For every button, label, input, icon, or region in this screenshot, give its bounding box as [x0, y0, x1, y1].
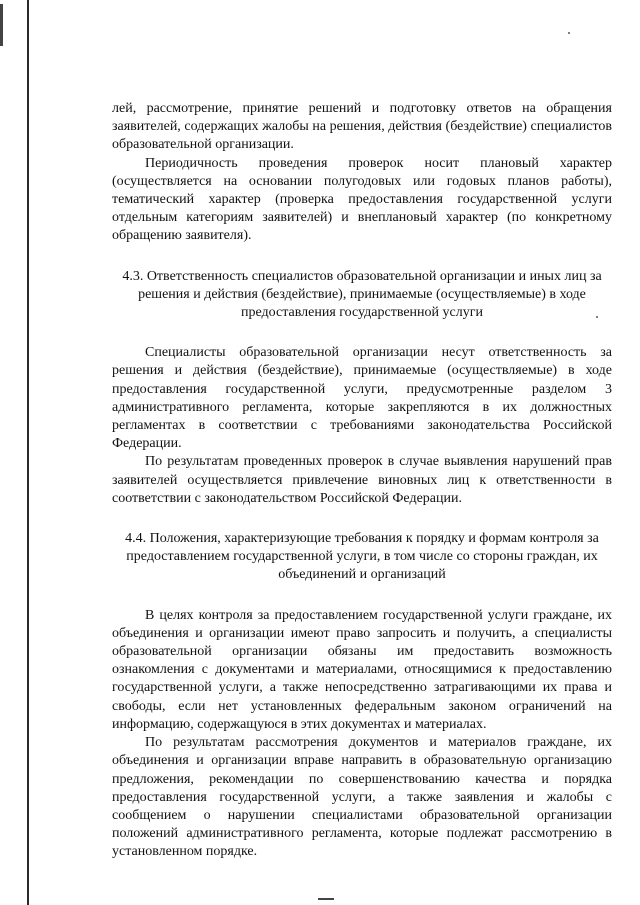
section-heading-4-3: 4.3. Ответственность специалистов образовательной организации и иных лиц за решения и действия (бездействие), принимаемые (осуществляемые) в ходе предоставления государственной услуги — [122, 268, 602, 321]
paragraph-specialists-responsibility: Специалисты образовательной организации несут ответственность за решения и действия (бездействие), принимаемые (осуществляемые) в ходе предоставления государственной услуги, предусмотренные разделом 3 административного регламента, которые закрепляются в их должностных регламентах в соответствии с требованиями законодательства Российской Федерации. — [112, 345, 612, 452]
document-body — [112, 100, 612, 862]
scan-binding-line — [27, 0, 29, 905]
scan-footer-mark — [318, 898, 334, 900]
paragraph-citizens-control: В целях контроля за предоставлением государственной услуги граждане, их объединения и организации имеют право запросить и получить, а специалисты образовательной организации обязаны им предоставить возможность ознакомления с документами и материалами, относящимися к предоставлению государственной услуги, а также непосредственно затрагивающими их права и свободы, если нет установленных федеральным законом ограничений на информацию, содержащуюся в этих документах и материалах. — [112, 607, 612, 732]
paragraph-violations-liability: По результатам проведенных проверок в случае выявления нарушений прав заявителей осуществляется привлечение виновных лиц к ответственности в соответствии с законодательством Российской Федерации. — [112, 454, 612, 506]
section-heading-4-4: 4.4. Положения, характеризующие требования к порядку и формам контроля за предоставлением государственной услуги, в том числе со стороны граждан, их объединений и организаций — [125, 531, 599, 583]
scan-edge-mark — [0, 4, 3, 46]
scan-speck — [568, 32, 570, 34]
paragraph-citizens-proposals: По результатам рассмотрения документов и материалов граждане, их объединения и организации вправе направить в образовательную организацию предложения, рекомендации по совершенствованию качества и порядка предоставления государственной услуги, а также заявления и жалобы с сообщением о нарушении специалистами образовательной организации положений административного регламента, которые подлежат рассмотрению в установленном порядке. — [112, 735, 612, 860]
paragraph-inspection-frequency: Периодичность проведения проверок носит плановый характер (осуществляется на основании полугодовых или годовых планов работы), тематический характер (проверка предоставления государственной услуги отдельным категориям заявителей) и внеплановый характер (по конкретному обращению заявителя). — [112, 155, 612, 244]
paragraph-continued: лей, рассмотрение, принятие решений и подготовку ответов на обращения заявителей, содержащих жалобы на решения, действия (бездействие) специалистов образовательной организации. — [112, 101, 612, 153]
